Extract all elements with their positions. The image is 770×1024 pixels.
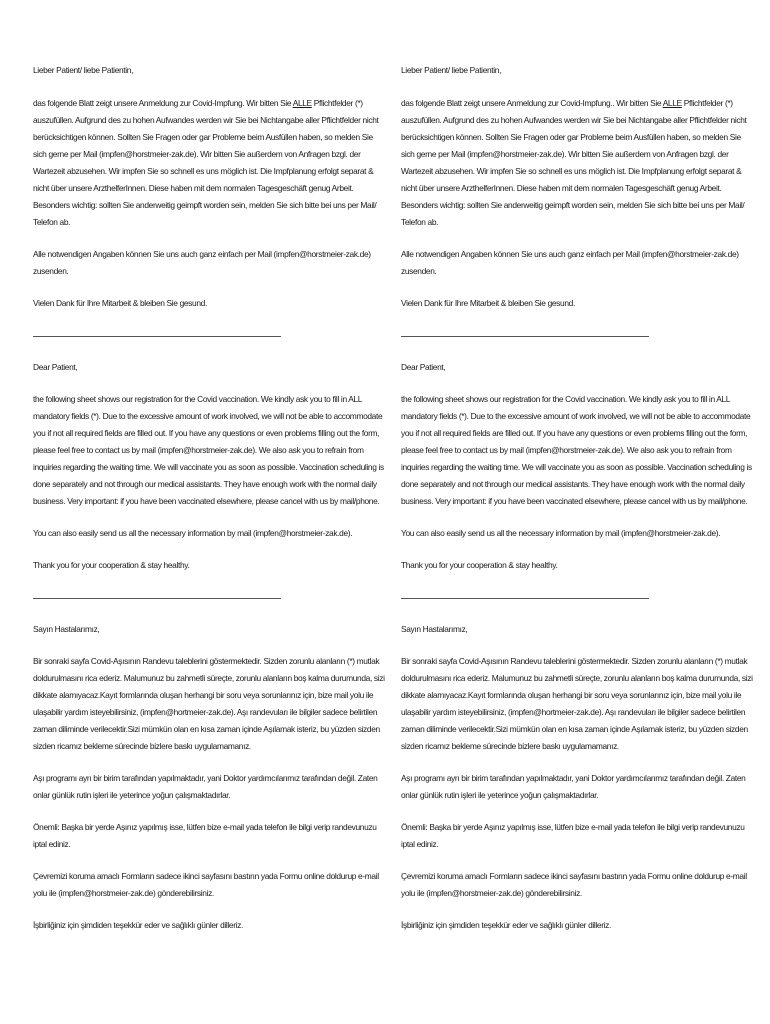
english-thanks: Thank you for your cooperation & stay healthy. xyxy=(33,560,190,570)
letter-column-left xyxy=(33,62,388,934)
english-body-paragraph: the following sheet shows our registration for the Covid vaccination. We kindly ask you to fill in ALL mandatory fields (*). Due to the excessive amount of work involved, we will not be able to accommodate you if not all required fields are filled out. If you have any questions or even problems filling out the form, please feel free to contact us by mail (impfen@horstmeier-zak.de). We also ask you to refrain from inquiries regarding the waiting time. We will vaccinate you as soon as possible. Vaccination scheduling is done separately and not through our medical assistants. They have enough work with the normal daily business. Very important: if you have been vaccinated elsewhere, please cancel with us by mail/phone. xyxy=(33,394,384,506)
german-alle-emphasis: ALLE xyxy=(662,98,682,108)
section-divider xyxy=(401,589,649,599)
turkish-schedule-paragraph: Aşı programı ayrı bir birim tarafından yapılmaktadır, yani Doktor yardımcılarımız tarafından değil. Zaten onlar günlük rutin işleri ile yeterince yoğun çalışmaktadırlar. xyxy=(33,773,378,800)
german-mail-paragraph: Alle notwendigen Angaben können Sie uns auch ganz einfach per Mail (impfen@horstmeier-zak.de) zusenden. xyxy=(33,249,371,276)
turkish-thanks: İşbirliğiniz için şimdiden teşekkür eder ve sağlıklı günler dilleriz. xyxy=(33,920,243,930)
german-body-paragraph xyxy=(401,95,756,231)
section-divider xyxy=(33,327,281,337)
english-greeting: Dear Patient, xyxy=(401,362,446,372)
turkish-thanks: İşbirliğiniz için şimdiden teşekkür eder ve sağlıklı günler dilleriz. xyxy=(401,920,611,930)
turkish-body-paragraph: Bir sonraki sayfa Covid-Aşısının Randevu taleblerini göstermektedir. Sizden zorunlu alanların (*) mutlak doldurulmasını rica ederiz. Malumunuz bu zahmetli süreçte, zorunlu alanların boş kalma durumunda, sizi dikkate alamıyacaz.Kayıt formlarında oluşan herhangi bir soru veya sorunlarınız için, bize mail yolu ile ulaşabilir yardım isteyebilirsiniz, (impfen@hortmeier-zak.de). Aşı randevuları ile bilgiler sadece belirtilen zaman diliminde verilecektir.Sizi mümkün olan en kısa zaman içinde Aşılamak isteriz, bu yüzden sizden sizden ricamız bekleme sürecinde bizlere baskı uygulamamanız. xyxy=(33,656,385,751)
german-alle-emphasis: ALLE xyxy=(292,98,312,108)
turkish-schedule-paragraph: Aşı programı ayrı bir birim tarafından yapılmaktadır, yani Doktor yardımcılarımız tarafından değil. Zaten onlar günlük rutin işleri ile yeterince yoğun çalışmaktadırlar. xyxy=(401,773,746,800)
english-body-paragraph: the following sheet shows our registration for the Covid vaccination. We kindly ask you to fill in ALL mandatory fields (*). Due to the excessive amount of work involved, we will not be able to accommodate you if not all required fields are filled out. If you have any questions or even problems filling out the form, please feel free to contact us by mail (impfen@horstmeier-zak.de). We also ask you to refrain from inquiries regarding the waiting time. We will vaccinate you as soon as possible. Vaccination scheduling is done separately and not through our medical assistants. They have enough work with the normal daily business. Very important: if you have been vaccinated elsewhere, please cancel with us by mail/phone. xyxy=(401,394,752,506)
german-body-text-start: das folgende Blatt zeigt unsere Anmeldung zur Covid-Impfung.. Wir bitten Sie xyxy=(401,98,663,108)
german-body-text-end: Pflichtfelder (*) auszufüllen. Aufgrund des zu hohen Aufwandes werden wir Sie bei Nichtangabe aller Pflichtfelder nicht berücksichtigen können. Sollten Sie Fragen oder gar Probleme beim Ausfüllen haben, so melden Sie sich gerne per Mail (impfen@horstmeier-zak.de). Wir bitten Sie außerdem von Anfragen bzgl. der Wartezeit abzusehen. Wir impfen Sie so schnell es uns möglich ist. Die Impfplanung erfolgt separat & nicht über unsere ArzthelferInnen. Diese haben mit dem normalen Tagesgeschäft genug Arbeit. Besonders wichtig: sollten Sie anderweitig geimpft worden sein, melden Sie sich bitte bei uns per Mail/ Telefon ab. xyxy=(33,98,379,227)
english-mail-paragraph: You can also easily send us all the necessary information by mail (impfen@horstmeier-zak.de). xyxy=(33,528,353,538)
german-greeting: Lieber Patient/ liebe Patientin, xyxy=(401,65,502,75)
section-divider xyxy=(401,327,649,337)
german-body-text-end: Pflichtfelder (*) auszufüllen. Aufgrund des zu hohen Aufwandes werden wir Sie bei Nichtangabe aller Pflichtfelder nicht berücksichtigen können. Sollten Sie Fragen oder gar Probleme beim Ausfüllen haben, so melden Sie sich gerne per Mail (impfen@horstmeier-zak.de). Wir bitten Sie außerdem von Anfragen bzgl. der Wartezeit abzusehen. Wir impfen Sie so schnell es uns möglich ist. Die Impfplanung erfolgt separat & nicht über unsere ArzthelferInnen. Diese haben mit dem normalen Tagesgeschäft genug Arbeit. Besonders wichtig: sollten Sie anderweitig geimpft worden sein, melden Sie sich bitte bei uns per Mail/ Telefon ab. xyxy=(401,98,747,227)
german-mail-paragraph: Alle notwendigen Angaben können Sie uns auch ganz einfach per Mail (impfen@horstmeier-zak.de) zusenden. xyxy=(401,249,739,276)
turkish-greeting: Sayın Hastalarımız, xyxy=(401,624,468,634)
german-body-paragraph xyxy=(33,95,388,231)
letter-column-right xyxy=(401,62,756,934)
turkish-important-paragraph: Önemli: Başka bir yerde Aşınız yapılmış isse, lütfen bize e-mail yada telefon ile bilgi verip randevunuzu iptal ediniz. xyxy=(401,822,745,849)
german-thanks: Vielen Dank für Ihre Mitarbeit & bleiben Sie gesund. xyxy=(33,298,207,308)
turkish-environment-paragraph: Çevremizi koruma amaclı Formların sadece ikinci sayfasını bastırın yada Formu online doldurup e-mail yolu ile (impfen@horstmeier-zak.de) gönderebilirsiniz. xyxy=(33,871,379,898)
english-greeting: Dear Patient, xyxy=(33,362,78,372)
section-divider xyxy=(33,589,281,599)
german-body-text-start: das folgende Blatt zeigt unsere Anmeldung zur Covid-Impfung. Wir bitten Sie xyxy=(33,98,293,108)
turkish-important-paragraph: Önemli: Başka bir yerde Aşınız yapılmış isse, lütfen bize e-mail yada telefon ile bilgi verip randevunuzu iptal ediniz. xyxy=(33,822,377,849)
turkish-environment-paragraph: Çevremizi koruma amaclı Formların sadece ikinci sayfasını bastırın yada Formu online doldurup e-mail yolu ile (impfen@horstmeier-zak.de) gönderebilirsiniz. xyxy=(401,871,747,898)
german-greeting: Lieber Patient/ liebe Patientin, xyxy=(33,65,134,75)
english-mail-paragraph: You can also easily send us all the necessary information by mail (impfen@horstmeier-zak.de). xyxy=(401,528,721,538)
german-thanks: Vielen Dank für Ihre Mitarbeit & bleiben Sie gesund. xyxy=(401,298,575,308)
turkish-body-paragraph: Bir sonraki sayfa Covid-Aşısının Randevu taleblerini göstermektedir. Sizden zorunlu alanların (*) mutlak doldurulmasını rica ederiz. Malumunuz bu zahmetli süreçte, zorunlu alanların boş kalma durumunda, sizi dikkate alamıyacaz.Kayıt formlarında oluşan herhangi bir soru veya sorunlarınız için, bize mail yolu ile ulaşabilir yardım isteyebilirsiniz, (impfen@hortmeier-zak.de). Aşı randevuları ile bilgiler sadece belirtilen zaman diliminde verilecektir.Sizi mümkün olan en kısa zaman içinde Aşılamak isteriz, bu yüzden sizden sizden ricamız bekleme sürecinde bizlere baskı uygulamamanız. xyxy=(401,656,753,751)
turkish-greeting: Sayın Hastalarımız, xyxy=(33,624,100,634)
english-thanks: Thank you for your cooperation & stay healthy. xyxy=(401,560,558,570)
